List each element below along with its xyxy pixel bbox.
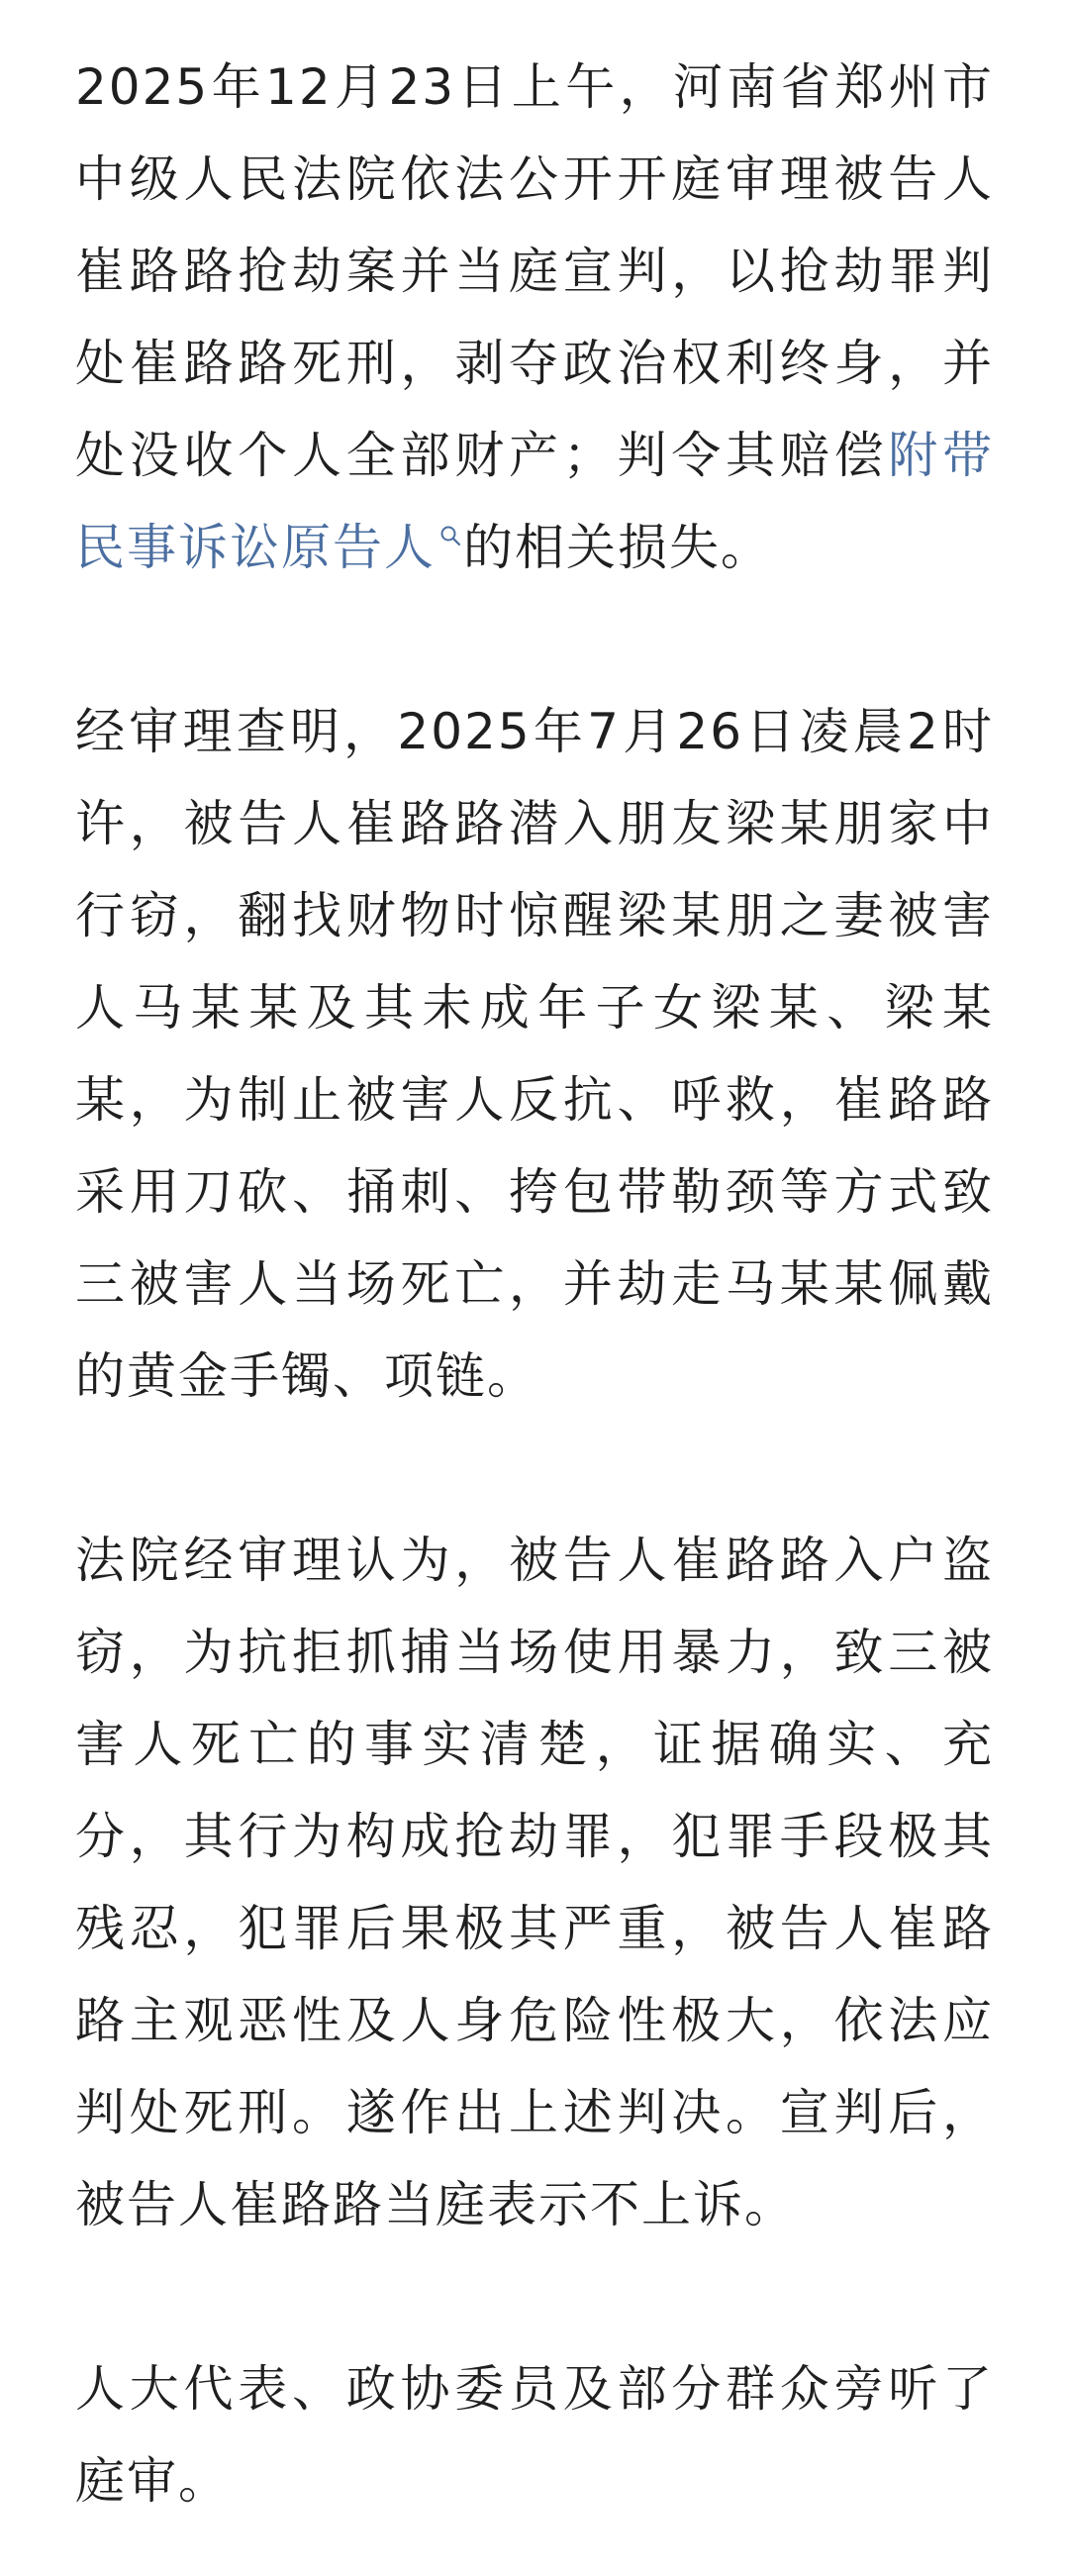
paragraph-2: 经审理查明，2025年7月26日凌晨2时许，被告人崔路路潜入朋友梁某朋家中行窃，翻找财物时惊醒梁某朋之妻被害人马某某及其未成年子女梁某、梁某某，为制止被害人反抗、呼救，崔路路采用刀砍、捅刺、挎包带勒颈等方式致三被害人当场死亡，并劫走马某某佩戴的黄金手镯、项链。 [75, 703, 994, 1405]
paragraph-1 [75, 42, 994, 594]
paragraph-1-tail: 的相关损失。 [463, 519, 772, 576]
paragraph-3: 法院经审理认为，被告人崔路路入户盗窃，为抗拒抓捕当场使用暴力，致三被害人死亡的事实清楚，证据确实、充分，其行为构成抢劫罪，犯罪手段极其残忍，犯罪后果极其严重，被告人崔路路主观恶性及人身危险性极大，依法应判处死刑。遂作出上述判决。宣判后，被告人崔路路当庭表示不上诉。 [75, 1532, 994, 2233]
civil-plaintiff-link-text: 附带民事诉讼原告人 [75, 427, 994, 576]
paragraph-4: 人大代表、政协委员及部分群众旁听了庭审。 [75, 2360, 994, 2510]
paragraph-1-text: 2025年12月23日上午，河南省郑州市中级人民法院依法公开开庭审理被告人崔路路抢劫案并当庭宣判，以抢劫罪判处崔路路死刑，剥夺政治权利终身，并处没收个人全部财产；判令其赔偿 [75, 58, 994, 484]
search-icon[interactable] [439, 525, 461, 546]
